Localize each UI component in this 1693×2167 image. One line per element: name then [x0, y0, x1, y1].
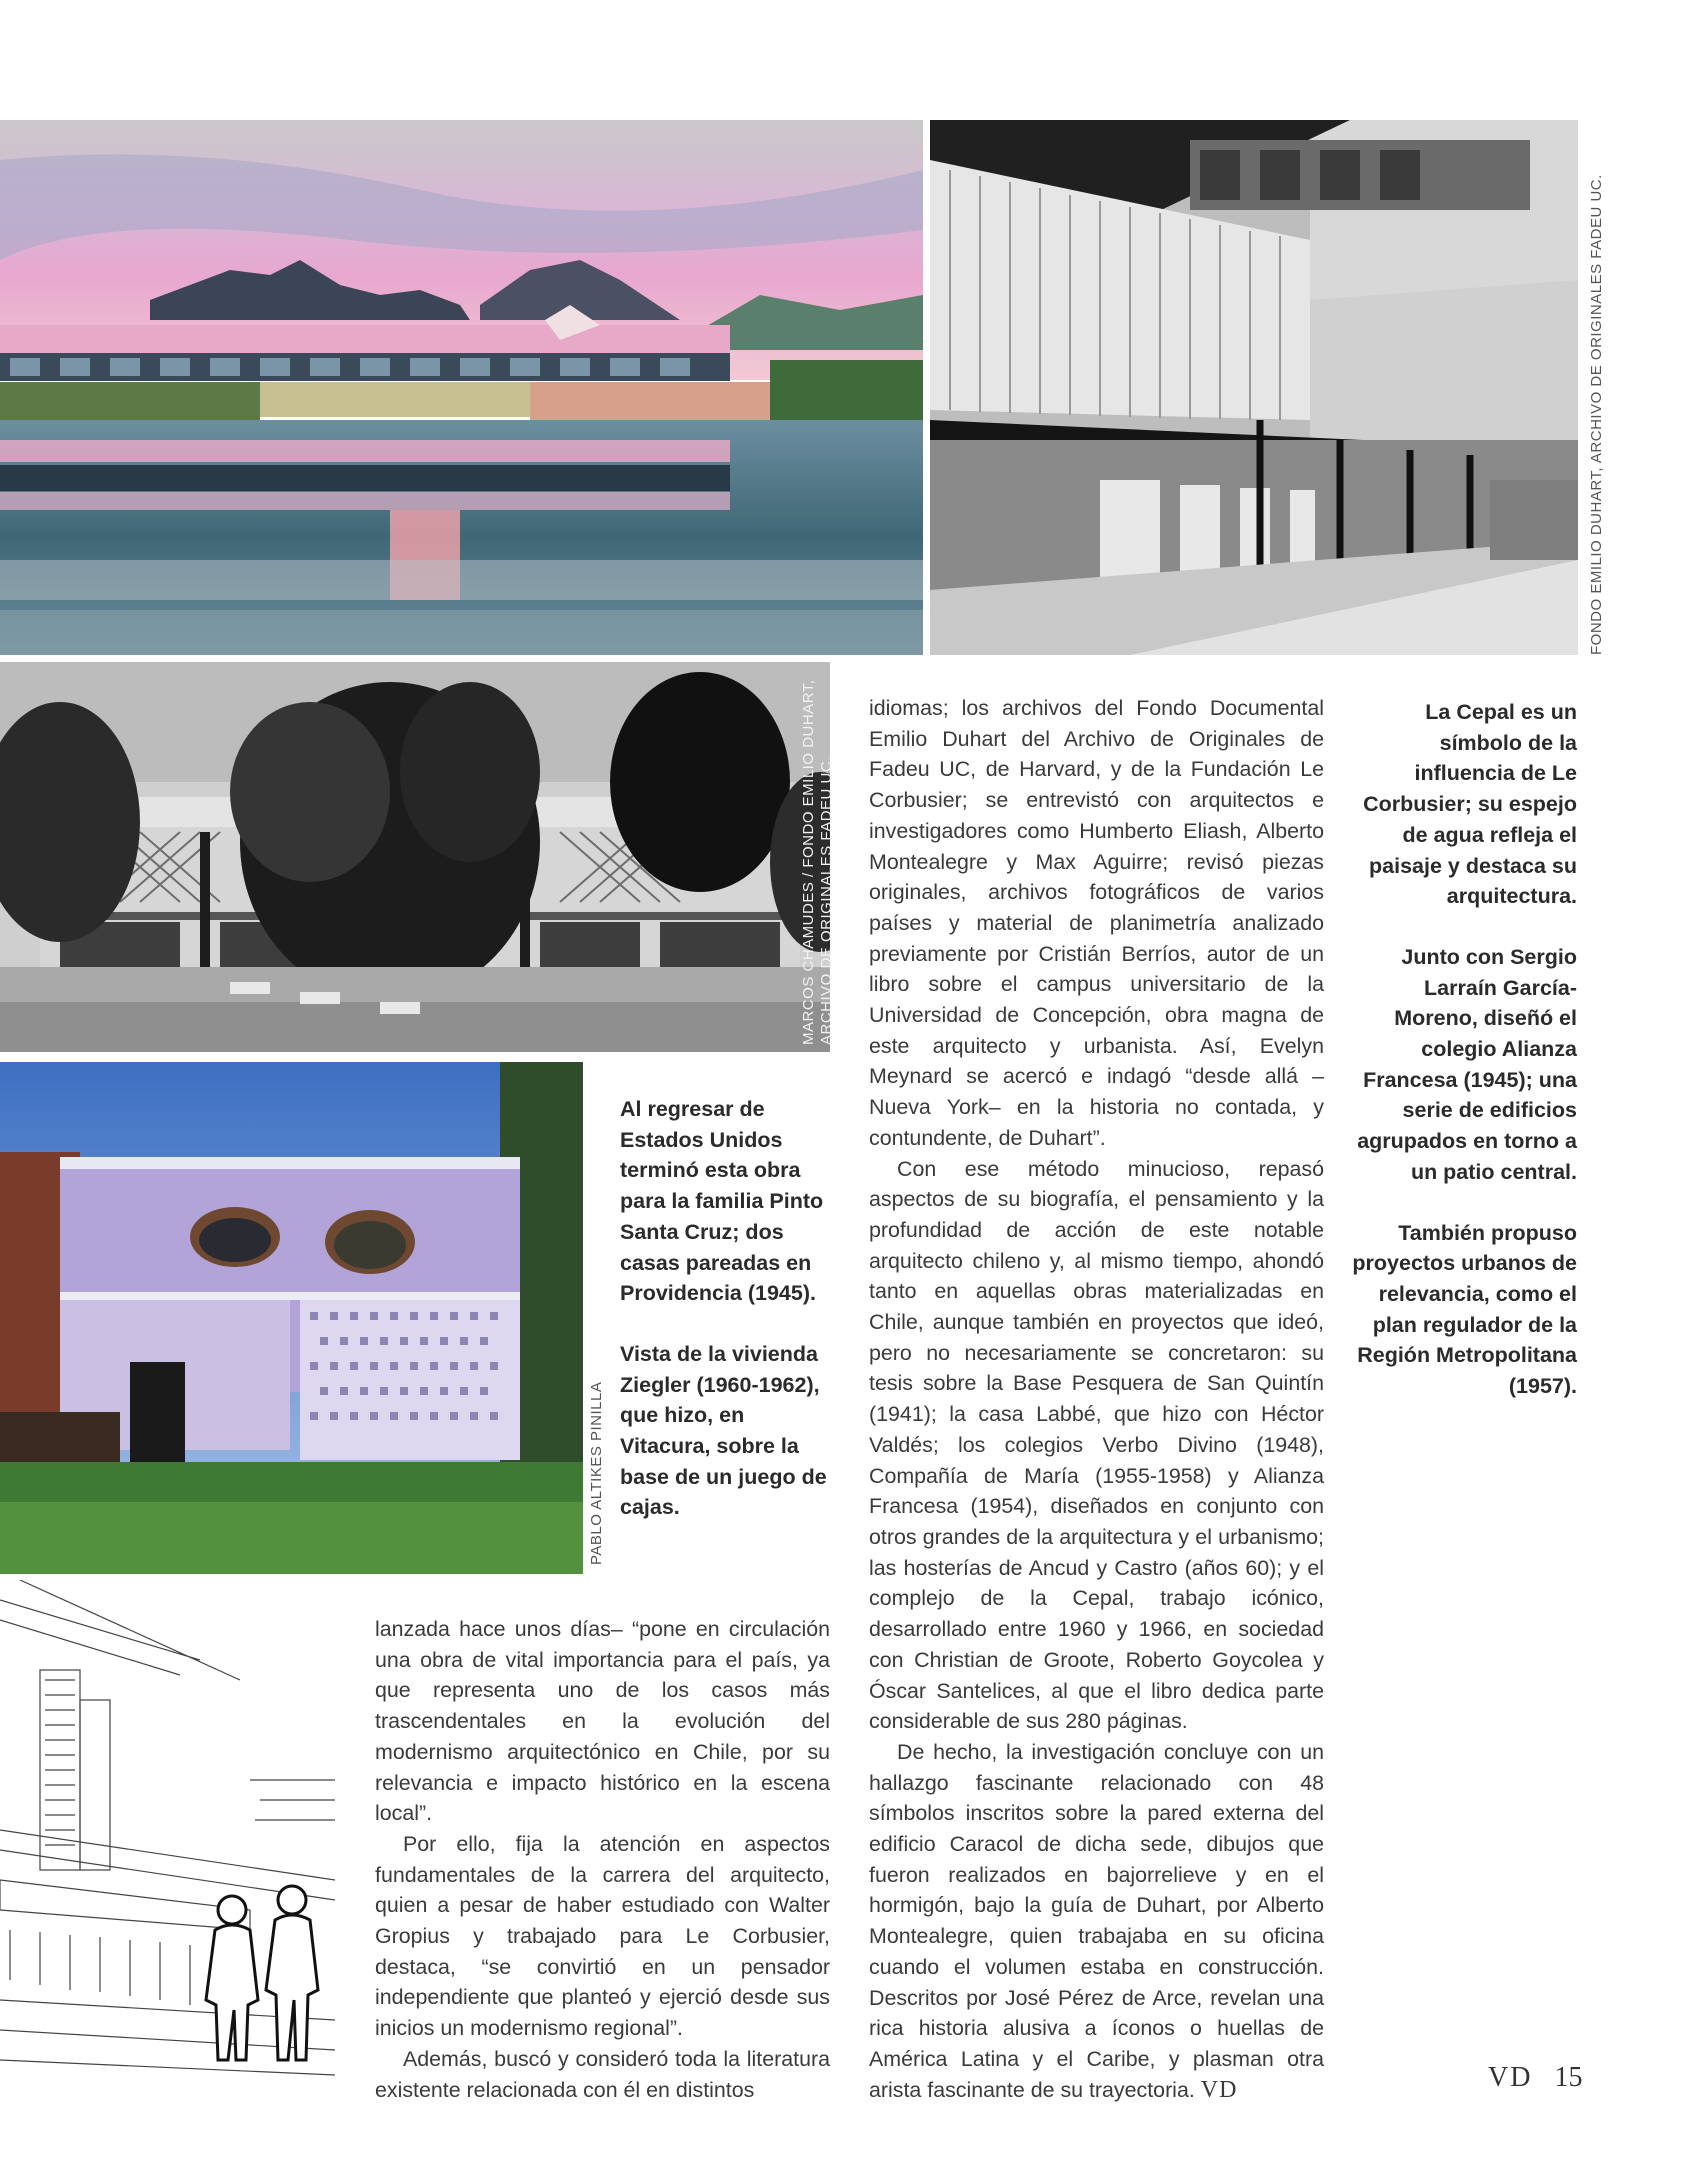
campus-photo [930, 120, 1578, 655]
body-column-2 [869, 693, 1324, 2105]
urban-sketch [0, 1580, 335, 2080]
campus-photo-credit: FONDO EMILIO DUHART, ARCHIVO DE ORIGINALES FADEU UC. [1588, 174, 1605, 655]
end-mark: VD [1200, 2076, 1238, 2103]
caption-left [620, 1094, 840, 1553]
caption-right [1352, 697, 1577, 1432]
magazine-logo: VD [1488, 2062, 1533, 2093]
body-col2-paragraph-3-text: De hecho, la investigación concluye con un hallazgo fascinante relacionado con 48 símbolos inscritos sobre la pared externa del edificio Caracol de dicha sede, dibujos que fueron realizados en bajorrelieve y en el hormigón, bajo la guía de Duhart, por Alberto Montealegre, quien trabajaba en su oficina cuando el volumen estaba en construcción. Descritos por José Pérez de Arce, revelan una rica historia alusiva a íconos o huellas de América Latina y el Caribe, y plasman otra arista fascinante de su trayectoria. [869, 1739, 1324, 2102]
caption-ziegler: Vista de la vivienda Ziegler (1960-1962), que hizo, en Vitacura, sobre la base de un juego de cajas. [620, 1341, 827, 1520]
body-column-1 [375, 1614, 830, 2105]
pinto-house-icon [0, 1062, 583, 1574]
body-col1-paragraph-1: lanzada hace unos días– “pone en circulación una obra de vital importancia para el país, ya que representa uno de los casos más trascendentales en la evolución del modernismo arquitectónico en Chile, por su relevancia e impacto histórico en la escena local”. [375, 1617, 830, 1826]
pinto-house-photo [0, 1062, 583, 1574]
alianza-photo-credit-line1: MARCOS CHAMUDES / FONDO EMILIO DUHART, [800, 679, 817, 1045]
body-col2-paragraph-2: Con ese método minucioso, repasó aspectos de su biografía, el pensamiento y la profundidad de acción de este notable arquitecto chileno y, al mismo tiempo, ahondó tanto en aquellas obras materializadas en Chile, aunque también en proyectos que ideó, pero no necesariamente se concretaron: su tesis sobre la Base Pesquera de San Quintín (1941); la casa Labbé, que hizo con Héctor Valdés; los colegios Verbo Divino (1948), Compañía de María (1955-1958) y Alianza Francesa (1954), diseñados en conjunto con otros grandes de la arquitectura y el urbanismo; las hosterías de Ancud y Castro (años 60); y el complejo de la Cepal, trabajo icónico, desarrollado entre 1960 y 1966, en sociedad con Christian de Groote, Roberto Goycolea y Óscar Santelices, al que el libro dedica parte considerable de sus 280 páginas. [869, 1156, 1324, 1734]
alianza-photo-credit-line2: ARCHIVO DE ORIGINALES FADEU UC. [818, 756, 835, 1045]
body-col2-paragraph-3 [869, 1737, 1324, 2105]
page-number: 15 [1554, 2062, 1583, 2093]
cepal-building-icon [0, 120, 923, 655]
pinto-photo-credit: PABLO ALTIKES PINILLA [588, 1381, 605, 1565]
body-col1-paragraph-3: Además, buscó y consideró toda la literatura existente relacionada con él en distintos [375, 2046, 830, 2102]
caption-alianza: Junto con Sergio Larraín García-Moreno, diseñó el colegio Alianza Francesa (1945); una serie de edificios agrupados en torno a un patio central. [1357, 944, 1577, 1184]
caption-urban: También propuso proyectos urbanos de relevancia, como el plan regulador de la Región Metropolitana (1957). [1352, 1220, 1577, 1399]
campus-corridor-icon [930, 120, 1578, 655]
alianza-photo [0, 662, 830, 1052]
body-col2-paragraph-1: idiomas; los archivos del Fondo Documental Emilio Duhart del Archivo de Originales de Fadeu UC, de Harvard, y de la Fundación Le Corbusier; se entrevistó con arquitectos e investigadores como Humberto Eliash, Alberto Montealegre y Max Aguirre; revisó piezas originales, archivos fotográficos de varios países y material de planimetría analizado previamente por Cristián Berríos, autor de un libro sobre el campus universitario de la Universidad de Concepción, obra magna de este arquitecto y urbanista. Así, Evelyn Meynard se acercó e indagó “desde allá –Nueva York– en la historia no contada, y contundente, de Duhart”. [869, 696, 1324, 1150]
caption-pinto: Al regresar de Estados Unidos terminó esta obra para la familia Pinto Santa Cruz; dos casas pareadas en Providencia (1945). [620, 1097, 824, 1306]
body-col1-paragraph-2: Por ello, fija la atención en aspectos fundamentales de la carrera del arquitecto, quien a pesar de haber estudiado con Walter Gropius y trabajado para Le Corbusier, destaca, “se convirtió en un pensador independiente que planteó y ejerció desde sus inicios un modernismo regional”. [375, 1831, 830, 2041]
alianza-school-icon [0, 662, 830, 1052]
page-folio [1488, 2062, 1582, 2094]
urban-sketch-icon [0, 1580, 335, 2080]
caption-cepal: La Cepal es un símbolo de la influencia de Le Corbusier; su espejo de agua refleja el paisaje y destaca su arquitectura. [1363, 700, 1577, 909]
cepal-photo [0, 120, 923, 655]
